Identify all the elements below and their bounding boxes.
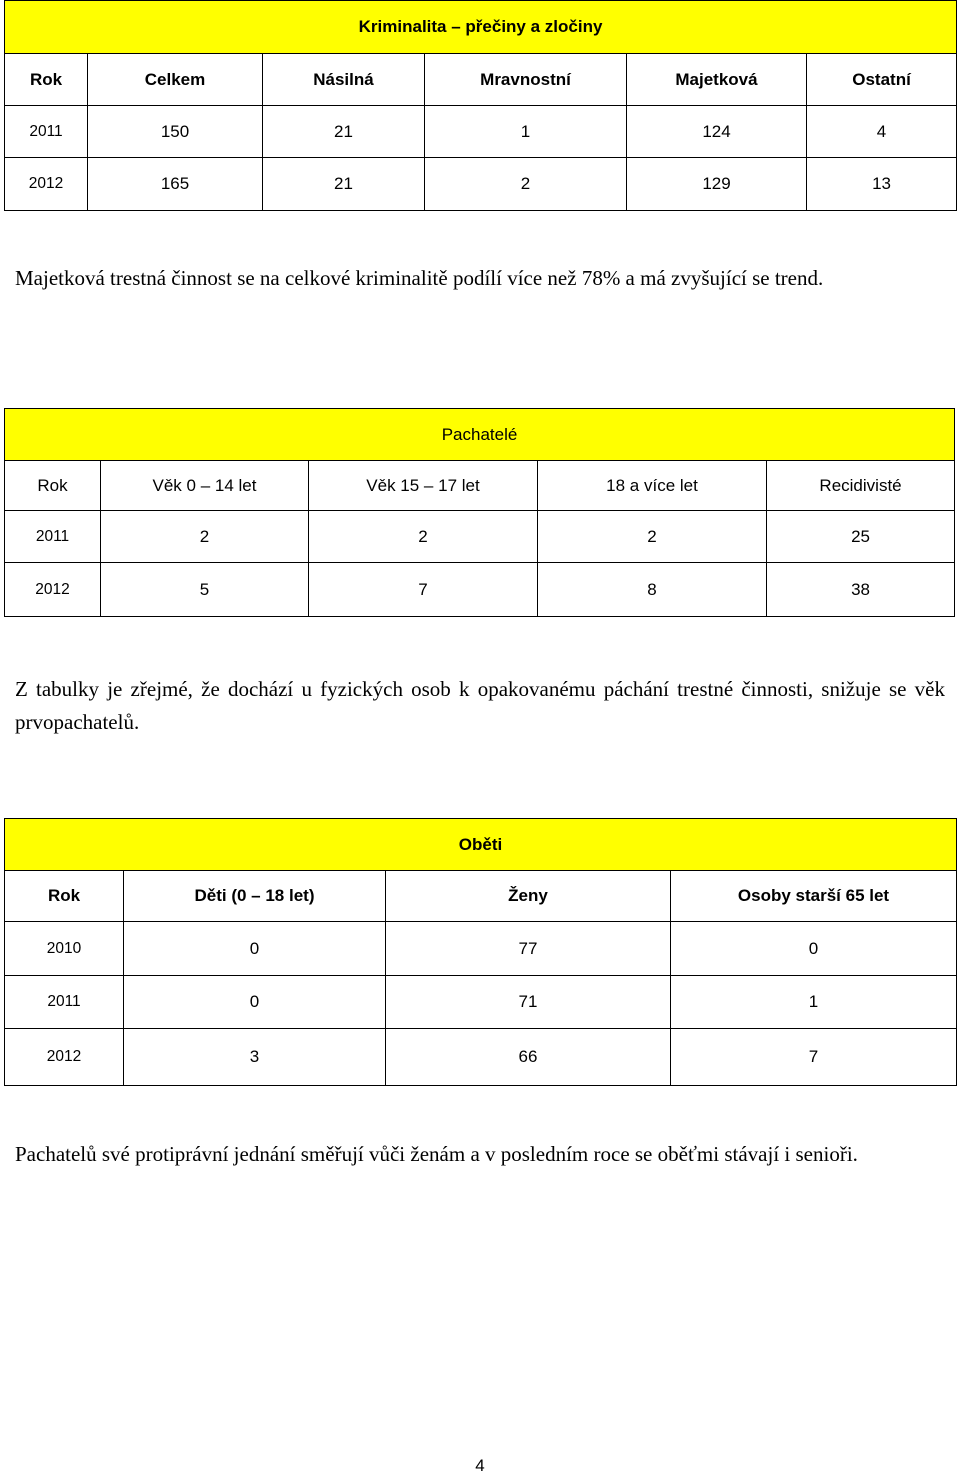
- crime-header-violent: Násilná: [263, 54, 425, 106]
- offenders-cell-year: 2011: [5, 511, 101, 563]
- victims-header-women: Ženy: [386, 871, 671, 922]
- crime-cell-total: 165: [88, 158, 263, 211]
- victims-cell-children: 0: [124, 976, 386, 1029]
- table-row: [5, 106, 957, 158]
- victims-cell-women: 77: [386, 922, 671, 976]
- crime-note: Majetková trestná činnost se na celkové kriminalitě podílí více než 78% a má zvyšující se trend.: [15, 266, 824, 290]
- offenders-cell-age-18-plus: 8: [538, 563, 767, 617]
- offenders-header-age-0-14: Věk 0 – 14 let: [101, 461, 309, 511]
- offenders-cell-age-0-14: 5: [101, 563, 309, 617]
- crime-header-other: Ostatní: [807, 54, 957, 106]
- crime-header-moral: Mravnostní: [425, 54, 627, 106]
- crime-cell-violent: 21: [263, 158, 425, 211]
- victims-cell-year: 2010: [5, 922, 124, 976]
- victims-cell-children: 0: [124, 922, 386, 976]
- table-row: [5, 976, 957, 1029]
- table-row: [5, 158, 957, 211]
- victims-cell-seniors: 1: [671, 976, 957, 1029]
- victims-note: Pachatelů své protiprávní jednání směřují vůči ženám a v posledním roce se oběťmi stávají i senioři.: [15, 1142, 858, 1166]
- crime-cell-moral: 2: [425, 158, 627, 211]
- crime-cell-total: 150: [88, 106, 263, 158]
- offenders-cell-age-15-17: 7: [309, 563, 538, 617]
- victims-cell-year: 2012: [5, 1029, 124, 1086]
- offenders-cell-age-15-17: 2: [309, 511, 538, 563]
- crime-header-total: Celkem: [88, 54, 263, 106]
- offenders-table: [4, 408, 955, 617]
- offenders-header-recidivists: Recidivisté: [767, 461, 955, 511]
- table-row: [5, 922, 957, 976]
- victims-cell-women: 71: [386, 976, 671, 1029]
- crime-cell-year: 2012: [5, 158, 88, 211]
- crime-cell-property: 129: [627, 158, 807, 211]
- offenders-cell-recidivists: 38: [767, 563, 955, 617]
- crime-table-title: Kriminalita – přečiny a zločiny: [5, 1, 957, 54]
- crime-cell-property: 124: [627, 106, 807, 158]
- victims-header-year: Rok: [5, 871, 124, 922]
- table-row: [5, 1029, 957, 1086]
- crime-header-property: Majetková: [627, 54, 807, 106]
- offenders-cell-recidivists: 25: [767, 511, 955, 563]
- page-number: 4: [475, 1456, 485, 1475]
- offenders-cell-year: 2012: [5, 563, 101, 617]
- table-row: [5, 511, 955, 563]
- offenders-header-year: Rok: [5, 461, 101, 511]
- victims-cell-seniors: 0: [671, 922, 957, 976]
- crime-header-year: Rok: [5, 54, 88, 106]
- victims-table-title: Oběti: [5, 819, 957, 871]
- offenders-header-age-15-17: Věk 15 – 17 let: [309, 461, 538, 511]
- table-row: [5, 563, 955, 617]
- victims-header-seniors: Osoby starší 65 let: [671, 871, 957, 922]
- victims-cell-seniors: 7: [671, 1029, 957, 1086]
- crime-cell-moral: 1: [425, 106, 627, 158]
- victims-header-children: Děti (0 – 18 let): [124, 871, 386, 922]
- offenders-cell-age-0-14: 2: [101, 511, 309, 563]
- victims-cell-women: 66: [386, 1029, 671, 1086]
- crime-cell-violent: 21: [263, 106, 425, 158]
- victims-table: [4, 818, 957, 1086]
- offenders-note: Z tabulky je zřejmé, že dochází u fyzických osob k opakovanému páchání trestné činnosti, snižuje se věk prvopachatelů.: [15, 677, 945, 734]
- victims-cell-children: 3: [124, 1029, 386, 1086]
- crime-cell-year: 2011: [5, 106, 88, 158]
- crime-table: [4, 0, 957, 211]
- crime-cell-other: 13: [807, 158, 957, 211]
- offenders-header-age-18-plus: 18 a více let: [538, 461, 767, 511]
- victims-cell-year: 2011: [5, 976, 124, 1029]
- offenders-cell-age-18-plus: 2: [538, 511, 767, 563]
- crime-cell-other: 4: [807, 106, 957, 158]
- offenders-table-title: Pachatelé: [5, 409, 955, 461]
